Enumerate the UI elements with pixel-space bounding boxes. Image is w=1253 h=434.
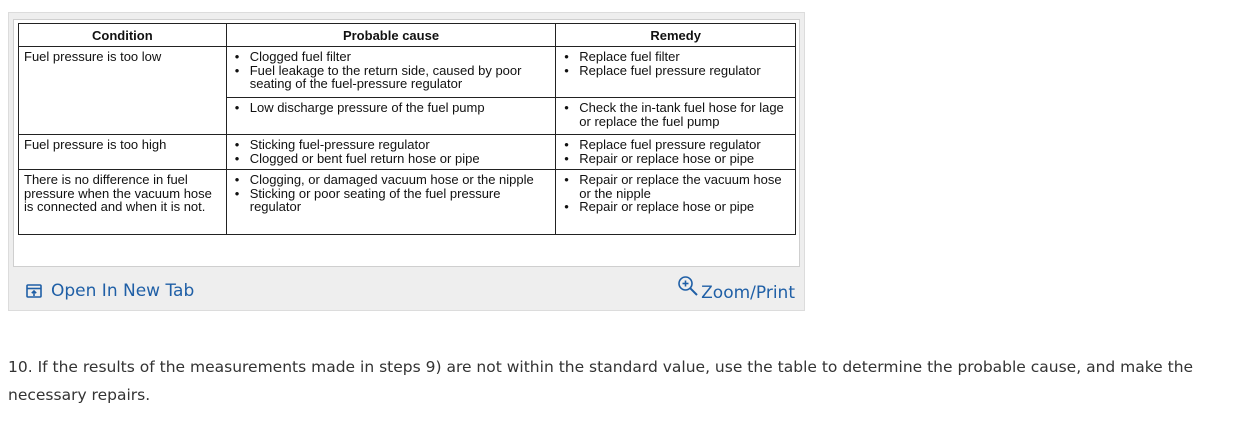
condition-cell: Fuel pressure is too high [19,135,227,170]
cause-item: • Low discharge pressure of the fuel pump [232,101,552,115]
header-condition: Condition [19,24,227,47]
zoom-print-label: Zoom/Print [701,283,795,303]
zoom-print-link[interactable] [677,277,795,303]
cause-cell [226,98,556,135]
condition-cell: There is no difference in fuel pressure when the vacuum hose is connected and when it is not. [19,170,227,235]
condition-cell: Fuel pressure is too low [19,47,227,135]
cause-item: • Clogged fuel filter [232,50,552,64]
cause-cell [226,135,556,170]
cause-item: • Sticking fuel-pressure regulator [232,138,552,152]
diagnosis-table-image[interactable] [13,19,800,267]
remedy-item: • Check the in-tank fuel hose for lage or replace the fuel pump [561,101,791,128]
table-row [19,170,796,235]
table-row [19,47,796,98]
cause-cell [226,170,556,235]
table-row [19,135,796,170]
zoom-in-icon [677,275,699,297]
open-in-new-tab-label: Open In New Tab [51,281,195,301]
figure-footer [9,275,804,309]
remedy-item: • Replace fuel pressure regulator [561,138,791,152]
remedy-cell [556,47,796,98]
remedy-cell [556,170,796,235]
cause-item: • Clogging, or damaged vacuum hose or the nipple [232,173,552,187]
table-header-row [19,24,796,47]
cause-cell [226,47,556,98]
remedy-item: • Repair or replace hose or pipe [561,152,791,166]
cause-item: • Clogged or bent fuel return hose or pipe [232,152,552,166]
step-10-paragraph: 10. If the results of the measurements made in steps 9) are not within the standard value, use the table to determine the probable cause, and make the necessary repairs. [8,358,1194,404]
diagnosis-table [18,23,796,235]
remedy-item: • Repair or replace the vacuum hose or the nipple [561,173,791,200]
remedy-item: • Replace fuel filter [561,50,791,64]
cause-item: • Sticking or poor seating of the fuel pressure regulator [232,187,552,214]
header-remedy: Remedy [556,24,796,47]
remedy-item: • Repair or replace hose or pipe [561,200,791,214]
figure-card [8,12,805,311]
header-probable-cause: Probable cause [226,24,556,47]
open-in-new-tab-link[interactable] [26,279,194,303]
remedy-cell [556,98,796,135]
remedy-cell [556,135,796,170]
cause-item: • Fuel leakage to the return side, caused by poor seating of the fuel-pressure regulator [232,64,552,91]
open-in-new-tab-icon [26,284,42,298]
remedy-item: • Replace fuel pressure regulator [561,64,791,78]
